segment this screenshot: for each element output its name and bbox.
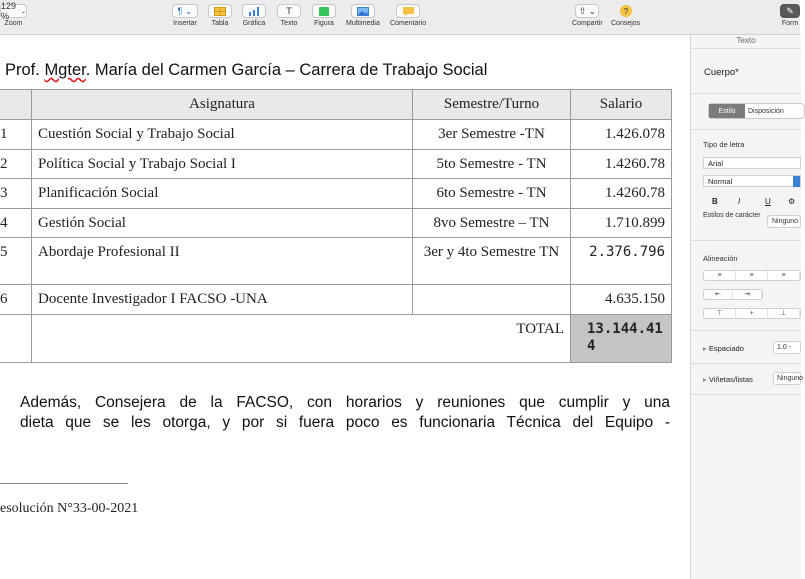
heading-rest: . María del Carmen García – Carrera de Trabajo Social [85, 61, 488, 79]
shape-icon [312, 4, 336, 18]
divider [691, 129, 801, 130]
header-semester: Semestre/Turno [413, 90, 571, 120]
row-salary: 1.710.899 [571, 209, 672, 238]
bullets-select[interactable]: Ninguno [773, 372, 801, 385]
header-number [0, 90, 32, 120]
tab-style[interactable]: Estilo [709, 104, 745, 118]
divider [691, 394, 801, 395]
table-row[interactable] [0, 179, 672, 209]
row-semester: 6to Semestre - TN [413, 179, 571, 209]
paragraph-line: Además, Consejera de la FACSO, con horarios y reuniones que cumplir y una [20, 394, 670, 411]
divider [691, 240, 801, 241]
tips-icon [616, 4, 636, 18]
zoom-select[interactable] [0, 1, 27, 21]
heading-prefix: Prof. [5, 61, 45, 79]
row-semester: 3er Semestre -TN [413, 120, 571, 150]
document-heading[interactable] [5, 61, 487, 80]
row-number: 2 [0, 150, 32, 179]
font-style-select[interactable] [703, 175, 801, 187]
media-label: Multimedia [346, 20, 380, 27]
bullets-label: Viñetas/listas [708, 375, 753, 384]
font-family-select[interactable]: Arial [703, 157, 801, 169]
paragraph-style-select[interactable]: Cuerpo* [704, 67, 739, 78]
row-semester [413, 285, 571, 315]
divider [691, 48, 801, 49]
header-salary: Salario [571, 90, 672, 120]
row-salary: 1.4260.78 [571, 179, 672, 209]
divider [691, 330, 801, 331]
footnote-text[interactable]: esolución N°33-00-2021 [0, 501, 139, 516]
row-semester: 8vo Semestre – TN [413, 209, 571, 238]
bold-button[interactable]: B [712, 197, 718, 206]
row-number: 3 [0, 179, 32, 209]
text-label: Texto [280, 20, 298, 27]
stepper-icon[interactable] [793, 176, 800, 187]
row-salary: 2.376.796 [571, 238, 672, 285]
bullets-disclosure[interactable] [703, 375, 753, 384]
tips-button[interactable] [611, 4, 640, 27]
disclosure-triangle-icon: ▸ [703, 375, 709, 384]
footnote-separator [0, 483, 128, 484]
header-subject: Asignatura [32, 90, 413, 120]
align-middle-icon[interactable]: + [736, 309, 768, 318]
table-total-row[interactable] [0, 315, 672, 363]
chart-button[interactable] [242, 4, 266, 27]
row-subject: Abordaje Profesional II [32, 238, 413, 285]
table-row[interactable] [0, 238, 672, 285]
table-icon [208, 4, 232, 18]
row-number: 6 [0, 285, 32, 315]
share-button[interactable] [572, 4, 603, 27]
row-subject: Política Social y Trabajo Social I [32, 150, 413, 179]
insert-label: Insertar [173, 20, 197, 27]
document-canvas[interactable] [0, 35, 690, 579]
comment-button[interactable] [390, 4, 426, 27]
chart-label: Gráfica [242, 20, 266, 27]
table-row[interactable] [0, 120, 672, 150]
alignment-buttons [703, 270, 801, 281]
table-row[interactable] [0, 150, 672, 179]
align-right-icon[interactable]: ≡ [768, 271, 800, 280]
salary-table[interactable] [0, 89, 672, 363]
outdent-icon[interactable]: ⇤ [704, 290, 733, 299]
inspector-tab-text[interactable]: Texto [736, 36, 756, 45]
format-inspector [690, 35, 804, 579]
row-salary: 4.635.150 [571, 285, 672, 315]
indent-buttons [703, 289, 763, 300]
table-row[interactable] [0, 209, 672, 238]
total-empty-cell [0, 315, 32, 363]
row-subject: Docente Investigador I FACSO -UNA [32, 285, 413, 315]
zoom-label: Zoom [4, 20, 23, 27]
body-paragraph[interactable] [20, 393, 670, 433]
text-button[interactable] [277, 4, 301, 27]
shape-label: Figura [314, 20, 334, 27]
shape-button[interactable] [312, 4, 336, 27]
insert-button[interactable] [172, 4, 198, 27]
indent-icon[interactable]: ⇥ [733, 290, 762, 299]
table-label: Tabla [211, 20, 229, 27]
underline-button[interactable]: U [765, 197, 771, 206]
divider [691, 363, 801, 364]
row-number: 1 [0, 120, 32, 150]
chart-icon [242, 4, 266, 18]
row-subject: Cuestión Social y Trabajo Social [32, 120, 413, 150]
text-box-icon: T [277, 4, 301, 18]
row-number: 5 [0, 238, 32, 285]
paragraph-line: dieta que se les otorga, y por si fuera poco es funcionaria Técnica del Equipo - [20, 414, 670, 431]
svg-text:?: ? [623, 7, 628, 16]
row-semester: 3er y 4to Semestre TN [413, 238, 571, 285]
misspelled-word[interactable]: Mgter [44, 61, 86, 79]
paintbrush-icon: ✎ [780, 4, 800, 18]
media-icon [351, 4, 375, 18]
total-value-text: 13.144.414 [587, 321, 663, 354]
paragraph-icon: ¶ ⌄ [172, 4, 198, 18]
font-section-label: Tipo de letra [703, 140, 745, 149]
zoom-control[interactable] [0, 1, 27, 27]
comment-icon [396, 4, 420, 18]
row-subject: Gestión Social [32, 209, 413, 238]
char-styles-select[interactable]: Ninguno [767, 215, 801, 228]
vertical-align-buttons [703, 308, 801, 319]
align-top-icon[interactable]: ⊤ [704, 309, 736, 318]
align-center-icon[interactable]: ≡ [736, 271, 768, 280]
font-style-value: Normal [708, 177, 733, 186]
row-semester: 5to Semestre - TN [413, 150, 571, 179]
align-left-icon[interactable]: ≡ [704, 271, 736, 280]
total-label: TOTAL [32, 315, 571, 363]
char-styles-label: Estilos de carácter [703, 212, 761, 219]
italic-button[interactable]: I [738, 197, 741, 206]
align-bottom-icon[interactable]: ⊥ [768, 309, 800, 318]
disclosure-triangle-icon: ▸ [703, 344, 709, 353]
share-label: Compartir [572, 20, 603, 27]
format-button[interactable] [780, 4, 800, 27]
spacing-disclosure[interactable] [703, 344, 744, 353]
row-number: 4 [0, 209, 32, 238]
format-label: Form [781, 20, 799, 27]
share-icon: ⇧ ⌄ [575, 4, 599, 18]
toolbar [0, 0, 800, 35]
table-button[interactable] [208, 4, 232, 27]
spacing-label: Espaciado [708, 344, 744, 353]
tab-layout[interactable]: Disposición [748, 107, 784, 115]
spacing-select[interactable]: 1.0 - [773, 341, 801, 354]
style-layout-tabs [708, 103, 805, 119]
row-salary: 1.4260.78 [571, 150, 672, 179]
chevron-down-icon: ⌄ [20, 8, 26, 15]
table-row[interactable] [0, 285, 672, 315]
total-value [571, 315, 672, 363]
table-header-row [0, 90, 672, 120]
media-button[interactable] [346, 4, 380, 27]
gear-icon[interactable]: ⚙︎ [788, 197, 796, 206]
alignment-label: Alineación [703, 254, 738, 263]
row-subject: Planificación Social [32, 179, 413, 209]
divider [691, 93, 801, 94]
row-salary: 1.426.078 [571, 120, 672, 150]
zoom-value: 129 % [1, 1, 17, 21]
tips-label: Consejos [611, 20, 641, 27]
comment-label: Comentario [390, 20, 427, 27]
